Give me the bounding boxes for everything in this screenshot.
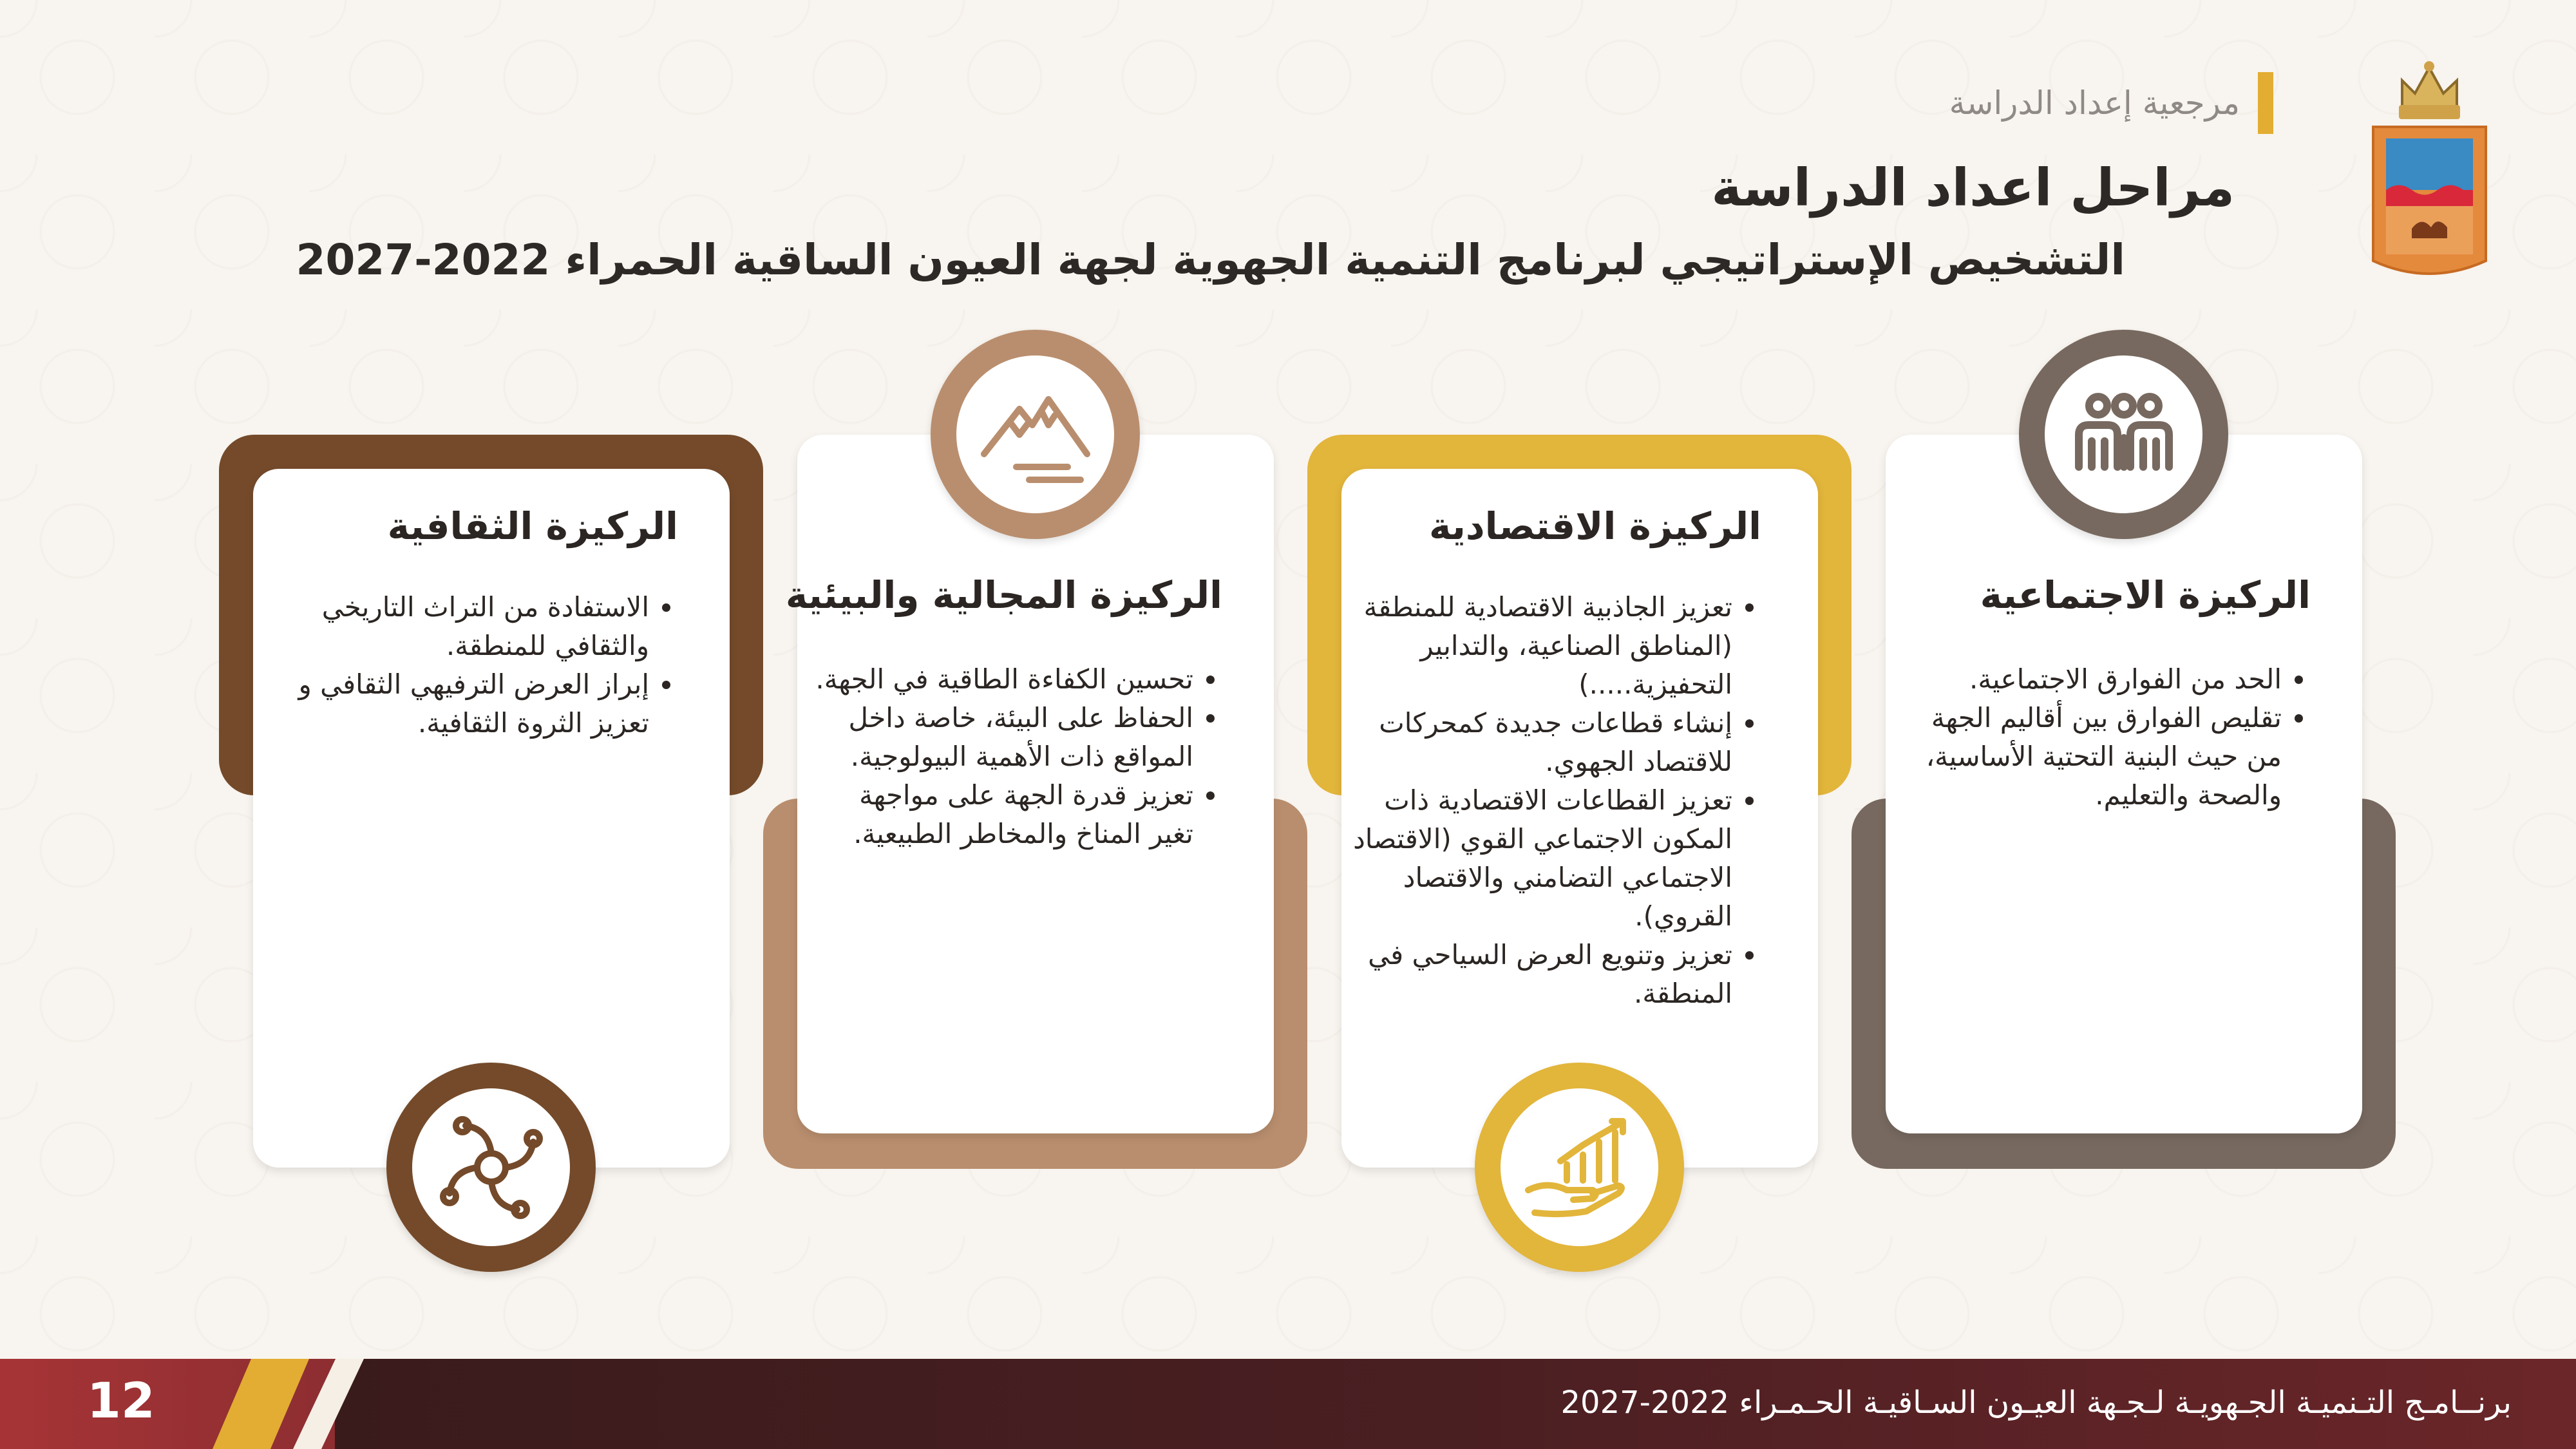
list-item: • الاستفادة من التراث التاريخي والثقافي للمنطقة. <box>263 588 649 665</box>
pillar-icon-circle-economic <box>1475 1063 1684 1272</box>
mountain-landscape-icon <box>971 370 1100 499</box>
pillar-title-social: الركيزة الاجتماعية <box>1980 573 2311 617</box>
pillar-title-economic: الركيزة الاقتصادية <box>1428 504 1761 548</box>
pillar-list-cultural <box>263 588 678 743</box>
list-item: • تعزيز وتنويع العرض السياحي في المنطقة. <box>1346 936 1732 1013</box>
list-item: • إبراز العرض الترفيهي الثقافي و تعزيز الثروة الثقافية. <box>263 665 649 743</box>
pillar-card-spatial <box>785 435 1274 1133</box>
list-item: • الحفاظ على البيئة، خاصة داخل المواقع ذات الأهمية البيولوجية. <box>807 699 1193 776</box>
list-item: • إنشاء قطاعات جديدة كمحركات للاقتصاد الجهوي. <box>1346 704 1732 781</box>
people-group-icon <box>2060 370 2188 499</box>
pillar-list-spatial <box>807 660 1222 853</box>
pillar-card-social <box>1886 435 2362 1133</box>
pillar-list-economic <box>1346 588 1761 1013</box>
list-item: • تحسين الكفاءة الطاقية في الجهة. <box>807 660 1193 699</box>
pillar-icon-circle-social <box>2019 330 2228 539</box>
list-item: • تعزيز الجاذبية الاقتصادية للمنطقة (المناطق الصناعية، والتدابير التحفيزية.....) <box>1346 588 1732 704</box>
page-title: مراحل اعداد الدراسة <box>1711 158 2235 218</box>
list-item: • تقليص الفوارق بين أقاليم الجهة من حيث البنية التحتية الأساسية، والصحة والتعليم. <box>1921 699 2282 815</box>
page-number: 12 <box>87 1372 155 1429</box>
growth-chart-hand-icon <box>1515 1103 1644 1232</box>
pillar-title-spatial: الركيزة المجالية والبيئية <box>785 573 1222 617</box>
pillar-icon-circle-cultural <box>386 1063 596 1272</box>
list-item: • الحد من الفوارق الاجتماعية. <box>1921 660 2282 699</box>
study-reference-label: مرجعية إعداد الدراسة <box>1949 84 2240 122</box>
pillar-title-cultural: الركيزة الثقافية <box>387 504 678 548</box>
list-item: • تعزيز قدرة الجهة على مواجهة تغير المناخ والمخاطر الطبيعية. <box>807 776 1193 853</box>
page-subtitle: التشخيص الإستراتيجي لبرنامج التنمية الجهوية لجهة العيون الساقية الحمراء 2022-2027 <box>296 235 2125 285</box>
cultural-pattern-icon <box>427 1103 556 1232</box>
header-accent-bar <box>2258 72 2273 134</box>
footer-program-text: برنــامـج التـنميـة الجـهويـة لـجـهة العيـون السـاقيـة الحـمـراء 2022-2027 <box>1560 1385 2512 1421</box>
list-item: • تعزيز القطاعات الاقتصادية ذات المكون الاجتماعي القوي (الاقتصاد الاجتماعي التضامني والاقتصاد القروي). <box>1346 781 1732 936</box>
pillar-list-social <box>1921 660 2311 815</box>
region-emblem-icon <box>2367 55 2492 287</box>
pillar-icon-circle-spatial <box>931 330 1140 539</box>
